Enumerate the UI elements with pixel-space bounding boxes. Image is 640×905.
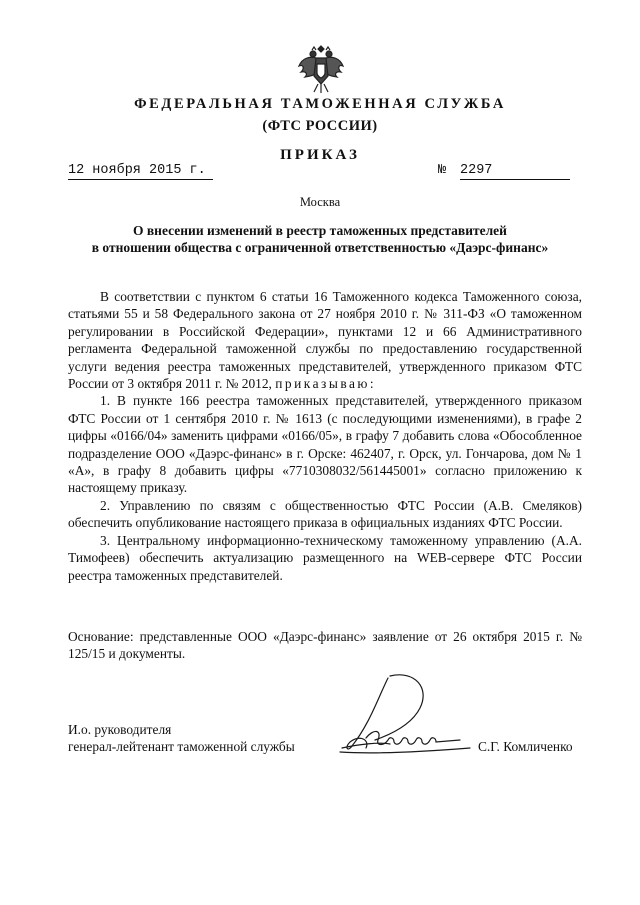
signer-name: С.Г. Комличенко (478, 739, 573, 754)
subject-line-1: О внесении изменений в реестр таможенных представителей (133, 223, 507, 238)
order-number: 2297 (460, 163, 570, 180)
order-date: 12 ноября 2015 г. (68, 163, 213, 180)
subject-line-2: в отношении общества с ограниченной ответственностью «Даэрс-финанс» (91, 240, 549, 255)
agency-short-name: (ФТС РОССИИ) (262, 118, 378, 134)
russian-double-headed-eagle-icon (296, 40, 346, 96)
order-body (68, 288, 582, 584)
order-word: приказываю: (275, 376, 377, 392)
order-item-1: 1. В пункте 166 реестра таможенных представителей, утвержденного приказом ФТС России от 1 сентября 2010 г. № 1613 (с последующими изменениями), в графе 2 цифры «0166/04» заменить цифрами «0166/05», в графу 7 добавить слова «Обособленное подразделение ООО «Даэрс-финанс» в г. Орске: 462407, г. Орск, ул. Гончарова, дом № 1 «А», в графу 8 добавить цифры «7710308032/561445001» согласно приложению к настоящему приказу. (68, 393, 582, 496)
intro-text: В соответствии с пунктом 6 статьи 16 Таможенного кодекса Таможенного союза, статьями 55 и 58 Федерального закона от 27 ноября 2010 г. № 311-ФЗ «О таможенном регулировании в Российской Федерации», пунктами 12 и 66 Административного регламента Федеральной таможенной службы по предоставлению государственной услуги ведения реестра таможенных представителей, утвержденного приказом ФТС России от 3 октября 2011 г. № 2012, (68, 289, 582, 392)
order-subject (60, 222, 580, 256)
basis-note: Основание: представленные ООО «Даэрс-финанс» заявление от 26 октября 2015 г. № 125/15 и документы. (68, 629, 582, 662)
signer-position-line-2: генерал-лейтенант таможенной службы (68, 739, 295, 754)
order-item-2: 2. Управлению по связям с общественностью ФТС России (А.В. Смеляков) обеспечить опубликование настоящего приказа в официальных изданиях ФТС России. (68, 497, 582, 531)
signer-position-line-1: И.о. руководителя (68, 722, 172, 737)
order-item-3: 3. Центральному информационно-техническому таможенному управлению (А.А. Тимофеев) обеспечить актуализацию размещенного на WEB-сервере ФТС России реестра таможенных представителей. (68, 532, 582, 583)
document-type: ПРИКАЗ (280, 147, 360, 163)
intro-paragraph (68, 288, 582, 392)
agency-name: ФЕДЕРАЛЬНАЯ ТАМОЖЕННАЯ СЛУЖБА (134, 96, 506, 112)
order-number-sign: № (438, 163, 447, 178)
handwritten-signature-icon (330, 668, 480, 768)
city: Москва (299, 195, 341, 209)
